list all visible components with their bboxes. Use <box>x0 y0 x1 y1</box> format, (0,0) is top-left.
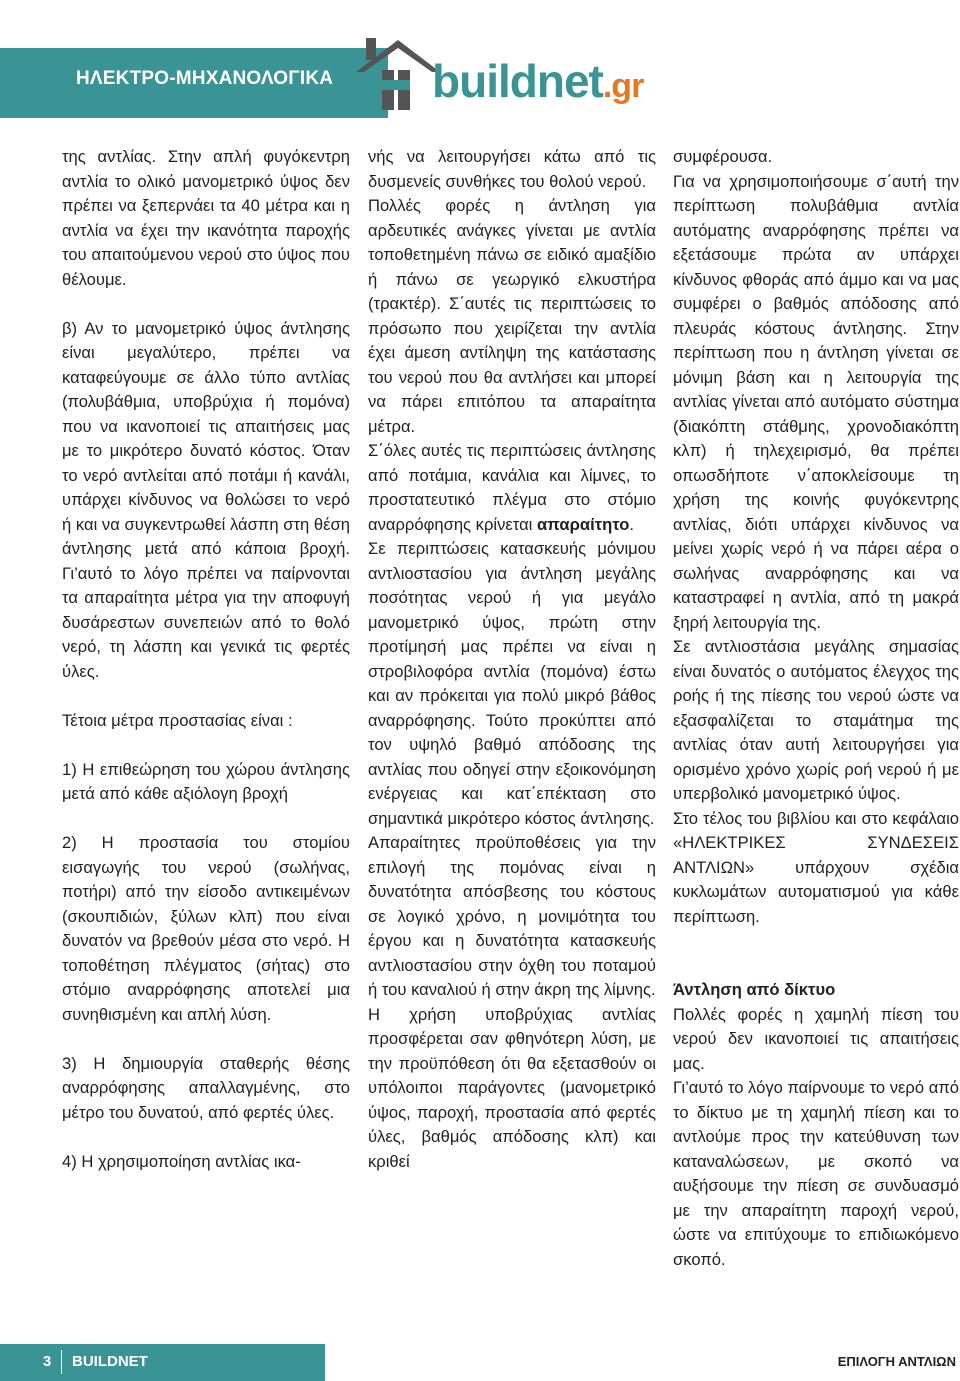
footer-brand: BUILDNET <box>72 1353 148 1370</box>
house-logo-icon <box>352 34 442 114</box>
list-item: 4) Η χρησιμοποίηση αντλίας ικα- <box>62 1151 301 1171</box>
paragraph: Στο τέλος του βιβλίου και στο κεφάλαιο «ΗΛΕΚΤΡΙΚΕΣ ΣΥΝΔΕΣΕΙΣ ΑΝΤΛΙΩΝ» υπάρχουν σχέδια κυκλωμάτων αυτοματισμού για κάθε περίπτωση. <box>673 808 959 926</box>
paragraph: Πολλές φορές η άντληση για αρδευτικές ανάγκες γίνεται με αντλία τοποθετημένη πάνω σε ειδικό αμαξίδιο ή πάνω σε γεωργικό ελκυστήρα (τρακτέρ). Σ΄αυτές τις περιπτώσεις το πρόσωπο που χειρίζεται την αντλία έχει άμεση αντίληψη της κατάστασης του νερού που θα αντλήσει και μπορεί να πάρει επιτόπου τα απαραίτητα μέτρα. <box>368 196 656 436</box>
text-column-2 <box>368 145 656 1174</box>
paragraph: Γι’αυτό το λόγο παίρνουμε το νερό από το δίκτυο με τη χαμηλή πίεση και το αντλούμε προς την κατεύθυνση των καταναλώσεων, με σκοπό να αυξήσουμε την πίεση σε συνδυασμό με την απαραίτητη παροχή νερού, ώστε να επιτύχουμε το επιδιωκόμενο σκοπό. <box>673 1078 959 1269</box>
emphasis-text: απαραίτητο <box>536 514 630 534</box>
paragraph: Απαραίτητες προϋποθέσεις για την επιλογή της πομόνας είναι η δυνατότητα απόσβεσης του κόστους σε λογικό χρόνο, η μονιμότητα του έργου και η δυνατότητα κατασκευής αντλιοστασίου στην όχθη του ποταμού ή του καναλιού ή στην άκρη της λίμνης. <box>368 833 656 999</box>
buildnet-logo <box>352 34 652 114</box>
paragraph: Σε περιπτώσεις κατασκευής μόνιμου αντλιοστασίου για άντληση μεγάλης ποσότητας νερού ή για μεγάλο μανομετρικό ύψος, πρώτη στην προτίμησή μας πρέπει να είναι η στροβιλοφόρα αντλία (πομόνα) έστω και αν πρόκειται για πολύ μικρό βάθος αναρρόφησης. Τούτο προκύπτει από τον υψηλό βαθμό απόδοσης της αντλίας που οδηγεί στην εξοικονόμηση ενέργειας και κατ΄επέκταση στο σημαντικά μικρότερο κόστος άντλησης. <box>368 539 656 828</box>
paragraph: νής να λειτουργήσει κάτω από τις δυσμενείς συνθήκες του θολού νερού. <box>368 147 656 191</box>
list-item: 2) Η προστασία του στομίου εισαγωγής του νερού (σωλήνας, ποτήρι) από την είσοδο αντικειμένων (σκουπιδιών, ξύλων κλπ) που είναι δυνατόν να βρεθούν μέσα στο νερό. Η τοποθέτηση πλέγματος (σήτας) στο στόμιο αναρρόφησης αποτελεί μια συνηθισμένη και απλή λύση. <box>62 833 350 1024</box>
section-heading: Άντληση από δίκτυο <box>673 980 836 999</box>
logo-main-text: buildnet <box>432 55 603 107</box>
paragraph: β) Αν το μανομετρικό ύψος άντλησης είναι μεγαλύτερο, πρέπει να καταφεύγουμε σε άλλο τύπο αντλίας (πολυβάθμια, υποβρύχια ή πομόνα) που να ικανοποιεί τις απαιτήσεις μας με το μικρότερο δυνατό κόστος. Όταν το νερό αντλείται από ποτάμι ή κανάλι, υπάρχει κίνδυνος να θολώσει το νερό ή και να συγκεντρωθεί λάσπη στη θέση άντλησης μετά από κάποια βροχή. Γι’αυτό το λόγο πρέπει να παίρνονται τα απαραίτητα μέτρα για την αποφυγή δυσάρεστων συνεπειών από το θολό νερό, τη λάσπη και γενικά τις φερτές ύλες. <box>62 318 350 681</box>
logo-wordmark <box>432 56 643 111</box>
list-item: 3) Η δημιουργία σταθερής θέσης αναρρόφησης απαλλαγμένης, στο μέτρο του δυνατού, από φερτές ύλες. <box>62 1053 350 1122</box>
list-item: 1) Η επιθεώρηση του χώρου άντλησης μετά από κάθε αξιόλογη βροχή <box>62 759 350 803</box>
paragraph-text: Σ΄όλες αυτές τις περιπτώσεις άντλησης από ποτάμια, κανάλια και λίμνες, το προστατευτικό πλέγμα στο στόμιο αναρρόφησης κρίνεται <box>368 441 656 534</box>
logo-tld-text: .gr <box>602 67 644 105</box>
paragraph-text: . <box>629 514 634 534</box>
section-title: ΗΛΕΚΤΡΟ-ΜΗΧΑΝΟΛΟΓΙΚΑ <box>76 68 334 89</box>
paragraph: Τέτοια μέτρα προστασίας είναι : <box>62 710 293 730</box>
page-number: 3 <box>42 1353 52 1370</box>
footer-chapter-title: ΕΠΙΛΟΓΗ ΑΝΤΛΙΩΝ <box>837 1354 956 1369</box>
paragraph: Σε αντλιοστάσια μεγάλης σημασίας είναι δυνατός ο αυτόματος έλεγχος της ροής ή της πίεσης του νερού ώστε να εξασφαλίζεται το σταμάτημα της αντλίας όταν αυτή λειτουργήσει για ορισμένο χρόνο χωρίς ροή νερού ή με υπερβολικό μανομετρικό ύψος. <box>673 637 959 803</box>
text-column-1 <box>62 145 350 1174</box>
text-column-3 <box>673 145 959 1272</box>
footer-divider <box>61 1350 62 1374</box>
paragraph: της αντλίας. Στην απλή φυγόκεντρη αντλία το ολικό μανομετρικό ύψος δεν πρέπει να ξεπερνάει τα 40 μέτρα και η αντλία να έχει την ικανότητα παροχής του απαιτούμενου νερού στο ύψος που θέλουμε. <box>62 147 350 289</box>
paragraph: συμφέρουσα. <box>673 147 773 166</box>
paragraph: Η χρήση υποβρύχιας αντλίας προσφέρεται σαν φθηνότερη λύση, με την προϋπόθεση ότι θα εξετασθούν οι υπόλοιποι παράγοντες (μανομετρικό ύψος, παροχή, προστασία από φερτές ύλες, βαθμός απόδοσης κλπ) και κριθεί <box>368 1004 656 1171</box>
paragraph: Για να χρησιμοποιήσουμε σ΄αυτή την περίπτωση πολυβάθμια αντλία αυτόματης αναρρόφησης πρέπει να εξετάσουμε πρώτα αν υπάρχει κίνδυνος φθοράς από άμμο και να μας συμφέρει ο βαθμός απόδοσης από πλευράς κόστους άντλησης. Στην περίπτωση που η άντληση γίνεται σε μόνιμη βάση και η λειτουργία της αντλίας γίνεται από αυτόματο σύστημα (διακόπτη στάθμης, χρονοδιακόπτη κλπ) ή τηλεχειρισμό, θα πρέπει οπωσδήποτε ν΄αποκλείσουμε τη χρήση της κοινής φυγόκεντρης αντλίας, διότι υπάρχει κίνδυνος να μείνει χωρίς νερό ή να πάρει αέρα ο σωλήνας αναρρόφησης και να καταστραφεί η αντλία, από τη μακρά ξηρή λειτουργία της. <box>673 171 959 632</box>
paragraph <box>368 439 656 537</box>
paragraph: Πολλές φορές η χαμηλή πίεση του νερού δεν ικανοποιεί τις απαιτήσεις μας. <box>673 1004 959 1073</box>
